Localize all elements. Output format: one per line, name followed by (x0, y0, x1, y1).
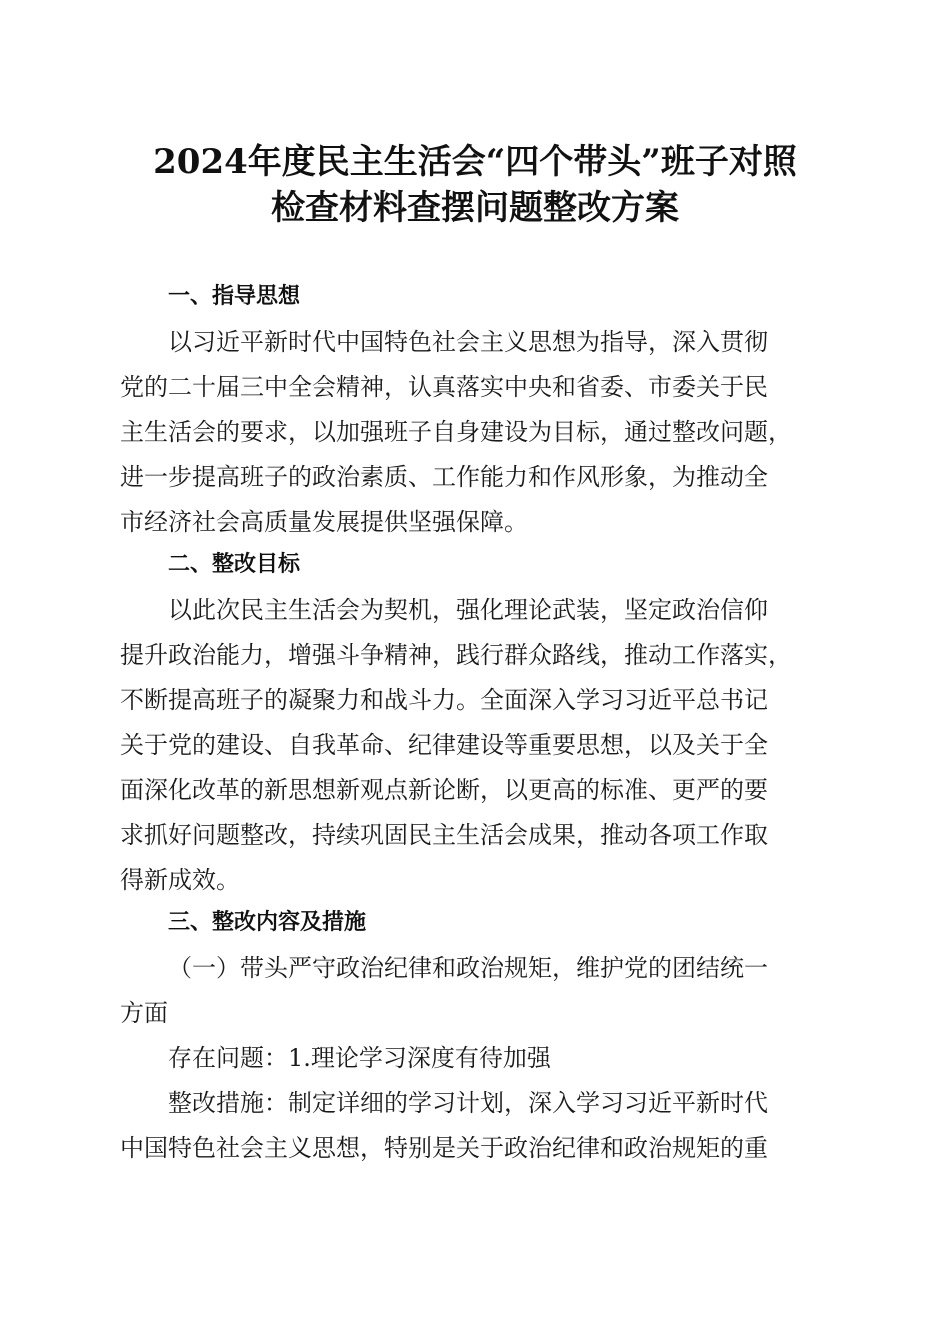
paragraph-line: 以此次民主生活会为契机，强化理论武装，坚定政治信仰 (168, 596, 768, 624)
paragraph-line: 面深化改革的新思想新观点新论断，以更高的标准、更严的要 (120, 776, 768, 804)
paragraph-line: 得新成效。 (120, 866, 240, 894)
document-title-line-1: 2024年度民主生活会“四个带头”班子对照 (153, 142, 797, 182)
paragraph-line: 主生活会的要求，以加强班子自身建设为目标，通过整改问题， (120, 418, 792, 446)
document-title-line-2: 检查材料查摆问题整改方案 (271, 188, 679, 228)
paragraph-line: 提升政治能力，增强斗争精神，践行群众路线，推动工作落实， (120, 641, 792, 669)
subsection-title-line: （一）带头严守政治纪律和政治规矩，维护党的团结统一 (168, 954, 768, 982)
subsection-title-line: 方面 (120, 999, 168, 1027)
measures-line: 中国特色社会主义思想，特别是关于政治纪律和政治规矩的重 (120, 1134, 768, 1162)
section-heading-content-and-measures: 三、整改内容及措施 (168, 910, 367, 935)
paragraph-line: 以习近平新时代中国特色社会主义思想为指导，深入贯彻 (168, 328, 768, 356)
paragraph-line: 关于党的建设、自我革命、纪律建设等重要思想，以及关于全 (120, 731, 768, 759)
paragraph-line: 市经济社会高质量发展提供坚强保障。 (120, 508, 528, 536)
paragraph-line: 进一步提高班子的政治素质、工作能力和作风形象，为推动全 (120, 463, 768, 491)
section-heading-rectification-goals: 二、整改目标 (168, 552, 301, 577)
problem-statement: 存在问题：1.理论学习深度有待加强 (168, 1044, 551, 1072)
paragraph-line: 党的二十届三中全会精神，认真落实中央和省委、市委关于民 (120, 373, 768, 401)
paragraph-line: 不断提高班子的凝聚力和战斗力。全面深入学习习近平总书记 (120, 686, 768, 714)
paragraph-line: 求抓好问题整改，持续巩固民主生活会成果，推动各项工作取 (120, 821, 768, 849)
section-heading-guiding-ideology: 一、指导思想 (168, 284, 301, 309)
measures-line: 整改措施：制定详细的学习计划，深入学习习近平新时代 (168, 1089, 768, 1117)
